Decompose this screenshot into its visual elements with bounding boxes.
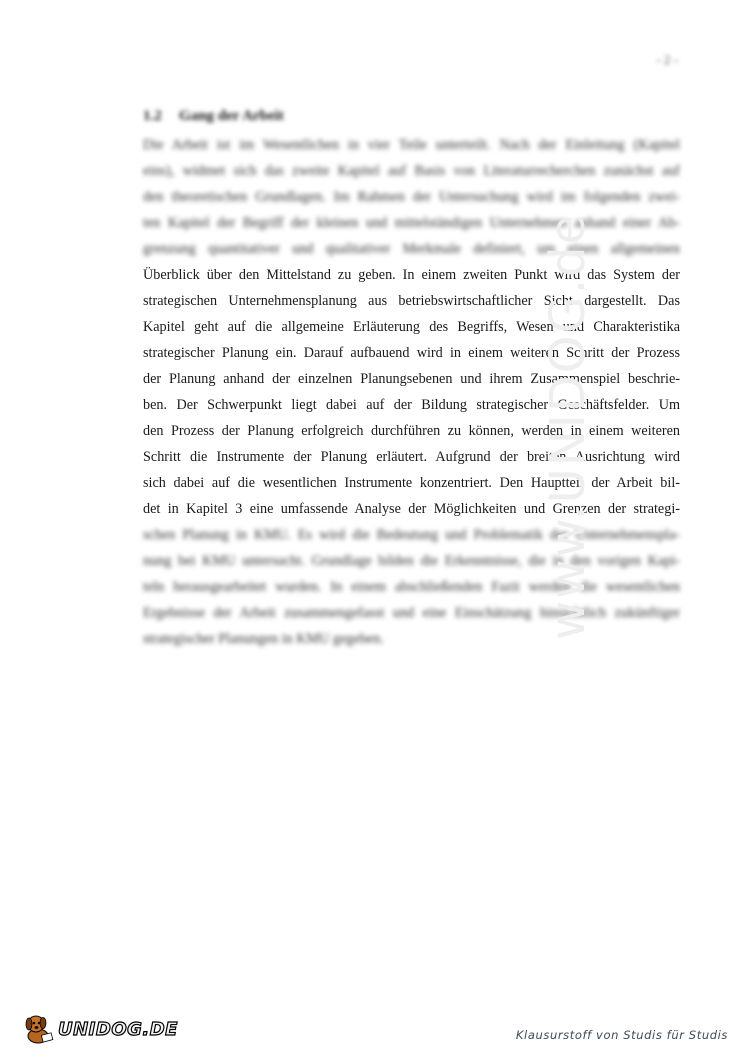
unidog-logo [22,1012,178,1046]
blurred-line: nung bei KMU untersucht. Grundlage bilden die Erkenntnisse, die in den vorigen Kapi- [143,553,680,569]
blurred-line: ten Kapitel der Begriff der kleinen und mittelständigen Unternehmen anhand einer Ab- [143,215,680,231]
text-line: strategischer Planung ein. Darauf aufbauend wird in einem weiteren Schritt der Prozess [143,345,680,361]
body-paragraph [143,132,680,652]
page-number: - 2 - [656,52,678,67]
text-line: Überblick über den Mittelstand zu geben. In einem zweiten Punkt wird das System der [143,267,680,283]
text-line: det in Kapitel 3 eine umfassende Analyse der Möglichkeiten und Grenzen der strategi- [143,501,680,517]
blurred-line: eins), widmet sich das zweite Kapitel auf Basis von Literaturrecherchen zunächst auf [143,163,680,179]
text-line: Kapitel geht auf die allgemeine Erläuterung des Begriffs, Wesen und Charakteristika [143,319,680,335]
blurred-line: Die Arbeit ist im Wesentlichen in vier Teile unterteilt. Nach der Einleitung (Kapitel [143,137,680,153]
blurred-line: Ergebnisse der Arbeit zusammengefasst und eine Einschätzung hinsichtlich zukünftiger [143,605,680,621]
text-line: ben. Der Schwerpunkt liegt dabei auf der Bildung strategischer Geschäftsfelder. Um [143,397,680,413]
text-line: den Prozess der Planung erfolgreich durchführen zu können, werden in einem weiteren [143,423,680,439]
section-heading [143,108,284,125]
blurred-line: schen Planung in KMU. Es wird die Bedeutung und Problematik der Unternehmenspla- [143,527,680,543]
blurred-line: teln herausgearbeitet wurden. In einem abschließenden Fazit werden die wesentlichen [143,579,680,595]
section-title: Gang der Arbeit [179,108,284,124]
text-line: strategischen Unternehmensplanung aus betriebswirtschaftlicher Sicht dargestellt. Das [143,293,680,309]
watermark: www.UNIDOG.de [540,212,596,640]
logo-text: UNIDOG.DE [58,1018,178,1040]
text-line: der Planung anhand der einzelnen Planungsebenen und ihrem Zusammenspiel beschrie- [143,371,680,387]
footer-tagline: Klausurstoff von Studis für Studis [515,1028,728,1042]
blurred-line: strategischer Planungen in KMU gegeben. [143,631,384,647]
blurred-line: den theoretischen Grundlagen. Im Rahmen der Untersuchung wird im folgenden zwei- [143,189,680,205]
text-line: Schritt die Instrumente der Planung erläutert. Aufgrund der breiten Ausrichtung wird [143,449,680,465]
section-number: 1.2 [143,108,162,124]
blurred-line: grenzung quantitativer und qualitativer Merkmale definiert, um einen allgemeinen [143,241,680,257]
text-line: sich dabei auf die wesentlichen Instrumente konzentriert. Den Hauptteil der Arbeit bil- [143,475,680,491]
dog-icon [22,1012,56,1046]
